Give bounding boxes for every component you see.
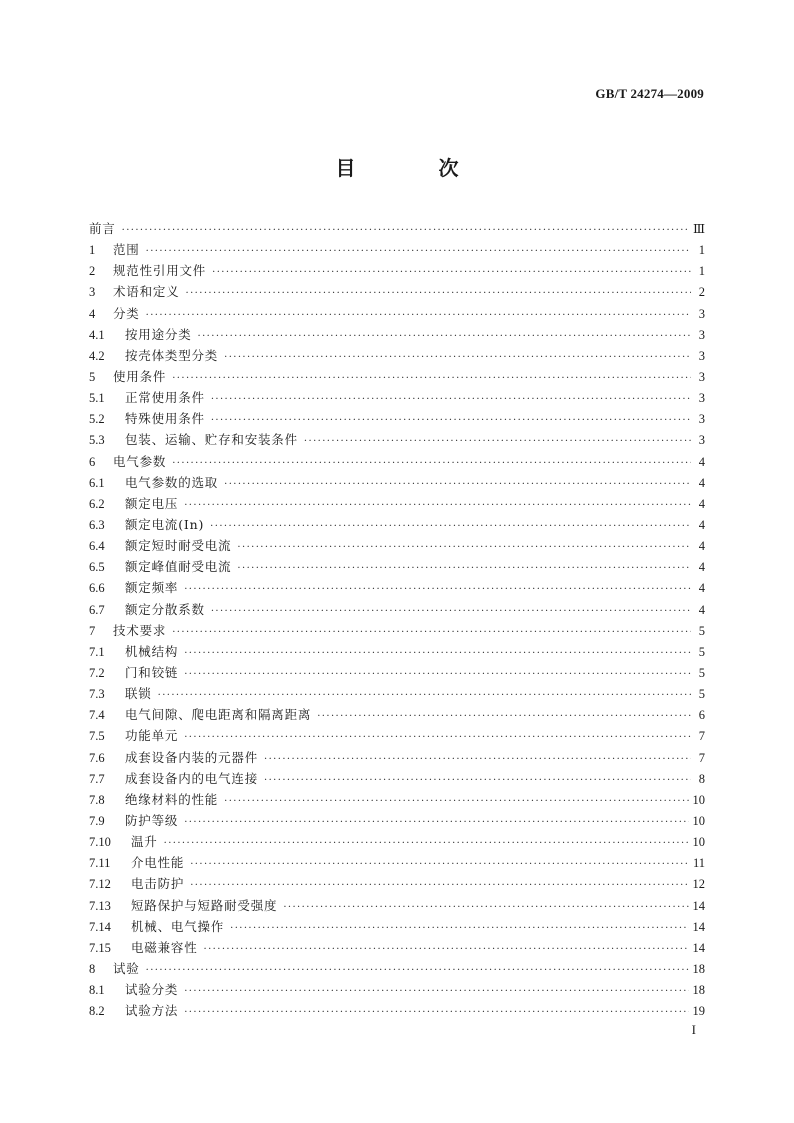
toc-entry-number: 7.1 xyxy=(89,644,105,659)
toc-entry[interactable] xyxy=(89,1000,705,1021)
toc-entry[interactable] xyxy=(89,641,705,662)
toc-entry-label: 成套设备内的电气连接 xyxy=(125,770,259,786)
toc-entry-page: 10 xyxy=(692,813,705,828)
toc-leader-dots xyxy=(184,664,691,685)
toc-entry-label: 按用途分类 xyxy=(125,326,192,342)
toc-entry-label: 电磁兼容性 xyxy=(131,939,198,955)
toc-entry-number: 4.1 xyxy=(89,327,105,342)
toc-leader-dots xyxy=(224,347,691,368)
toc-leader-dots xyxy=(172,368,691,389)
toc-entry-page: 7 xyxy=(698,729,705,744)
toc-entry[interactable] xyxy=(89,620,705,641)
toc-entry-label: 技术要求 xyxy=(113,622,167,638)
page-title: 目 次 xyxy=(335,156,497,180)
toc-leader-dots xyxy=(186,283,691,304)
toc-leader-dots xyxy=(211,389,691,410)
toc-leader-dots xyxy=(237,558,691,579)
toc-entry-page: 4 xyxy=(698,517,705,532)
toc-entry-number: 6.6 xyxy=(89,581,105,596)
toc-entry[interactable] xyxy=(89,683,705,704)
toc-entry-number: 7.8 xyxy=(89,792,105,807)
toc-leader-dots xyxy=(146,241,691,262)
toc-entry-label: 试验分类 xyxy=(125,982,179,998)
toc-entry-number: 7.12 xyxy=(89,877,111,892)
toc-leader-dots xyxy=(122,220,689,241)
toc-entry[interactable] xyxy=(89,303,705,324)
toc-leader-dots xyxy=(158,685,691,706)
toc-entry-page: 4 xyxy=(698,454,705,469)
toc-entry-number: 6.4 xyxy=(89,539,105,554)
toc-entry-page: 3 xyxy=(698,433,705,448)
toc-entry-label: 机械结构 xyxy=(125,643,179,659)
toc-leader-dots xyxy=(224,791,688,812)
toc-entry-label: 门和铰链 xyxy=(125,664,179,680)
toc-entry[interactable] xyxy=(89,366,705,387)
toc-entry-number: 6.3 xyxy=(89,517,105,532)
toc-entry-label: 试验方法 xyxy=(125,1003,179,1019)
table-of-contents xyxy=(89,218,705,1021)
toc-entry-label: 正常使用条件 xyxy=(125,390,205,406)
toc-entry-label: 额定峰值耐受电流 xyxy=(125,559,232,575)
toc-leader-dots xyxy=(184,727,691,748)
toc-entry-number: 5.2 xyxy=(89,412,105,427)
toc-leader-dots xyxy=(184,643,691,664)
toc-entry-number: 6.5 xyxy=(89,560,105,575)
toc-entry[interactable] xyxy=(89,429,705,450)
toc-entry-number: 4 xyxy=(89,306,96,321)
toc-entry-page: 4 xyxy=(698,496,705,511)
toc-entry-number: 7.7 xyxy=(89,771,105,786)
page-number: I xyxy=(691,1022,696,1037)
toc-entry[interactable] xyxy=(89,747,705,768)
toc-entry[interactable] xyxy=(89,577,705,598)
toc-entry-number: 7.6 xyxy=(89,750,105,765)
toc-leader-dots xyxy=(211,410,691,431)
toc-entry-number: 7.3 xyxy=(89,687,105,702)
toc-entry-label: 按壳体类型分类 xyxy=(125,347,219,363)
toc-entry-label: 额定分散系数 xyxy=(125,601,205,617)
toc-entry-label: 介电性能 xyxy=(131,855,185,871)
toc-leader-dots xyxy=(204,939,689,960)
toc-entry[interactable] xyxy=(89,725,705,746)
toc-entry-label: 前言 xyxy=(89,221,116,236)
toc-entry[interactable] xyxy=(89,451,705,472)
toc-entry-number: 5 xyxy=(89,369,96,384)
toc-entry-number: 7.11 xyxy=(89,856,111,871)
toc-entry-number: 7.14 xyxy=(89,919,111,934)
toc-entry-number: 8.2 xyxy=(89,1004,105,1019)
toc-entry-page: 5 xyxy=(698,687,705,702)
toc-leader-dots xyxy=(172,622,691,643)
toc-entry-page: 18 xyxy=(692,983,705,998)
toc-entry[interactable] xyxy=(89,873,705,894)
toc-entry-label: 特殊使用条件 xyxy=(125,411,205,427)
toc-entry[interactable] xyxy=(89,260,705,281)
toc-entry[interactable] xyxy=(89,958,705,979)
toc-entry-number: 2 xyxy=(89,264,96,279)
toc-entry-label: 绝缘材料的性能 xyxy=(125,791,219,807)
toc-entry-label: 额定短时耐受电流 xyxy=(125,538,232,554)
toc-leader-dots xyxy=(211,601,691,622)
toc-entry-page: 5 xyxy=(698,644,705,659)
toc-entry[interactable] xyxy=(89,704,705,725)
toc-entry-number: 6 xyxy=(89,454,96,469)
toc-entry[interactable] xyxy=(89,556,705,577)
toc-entry-page: 19 xyxy=(692,1004,705,1019)
toc-entry-page: 4 xyxy=(698,475,705,490)
toc-entry-page: 12 xyxy=(692,877,705,892)
toc-leader-dots xyxy=(164,833,689,854)
toc-leader-dots xyxy=(230,918,688,939)
toc-entry-number: 5.3 xyxy=(89,433,105,448)
toc-entry-page: 5 xyxy=(698,623,705,638)
toc-entry-number: 7 xyxy=(89,623,96,638)
toc-entry-number: 6.7 xyxy=(89,602,105,617)
toc-entry-number: 7.9 xyxy=(89,813,105,828)
toc-entry[interactable] xyxy=(89,239,705,260)
toc-entry-label: 额定电流(In) xyxy=(125,516,205,532)
toc-entry-number: 1 xyxy=(89,243,96,258)
toc-entry[interactable] xyxy=(89,387,705,408)
toc-leader-dots xyxy=(198,326,691,347)
toc-leader-dots xyxy=(184,981,688,1002)
toc-entry-page: 4 xyxy=(698,560,705,575)
toc-entry-label: 使用条件 xyxy=(113,368,167,384)
toc-entry[interactable] xyxy=(89,345,705,366)
toc-entry-page: 5 xyxy=(698,665,705,680)
toc-entry-label: 电气间隙、爬电距离和隔离距离 xyxy=(125,707,312,723)
toc-entry-page: 8 xyxy=(698,771,705,786)
toc-entry-number: 3 xyxy=(89,285,96,300)
toc-entry-label: 试验 xyxy=(113,960,140,976)
toc-entry-number: 8.1 xyxy=(89,983,105,998)
toc-entry[interactable] xyxy=(89,281,705,302)
toc-entry-number: 7.5 xyxy=(89,729,105,744)
toc-entry-page: 1 xyxy=(698,264,705,279)
toc-entry-label: 机械、电气操作 xyxy=(131,918,225,934)
toc-leader-dots xyxy=(283,897,688,918)
standard-code: GB/T 24274—2009 xyxy=(595,86,704,101)
toc-entry[interactable] xyxy=(89,599,705,620)
toc-leader-dots xyxy=(224,474,691,495)
toc-entry-label: 短路保护与短路耐受强度 xyxy=(131,897,278,913)
toc-entry[interactable] xyxy=(89,493,705,514)
toc-entry-page: 3 xyxy=(698,348,705,363)
toc-entry-label: 术语和定义 xyxy=(113,284,180,300)
toc-entry-page: 1 xyxy=(698,243,705,258)
toc-entry-page: 3 xyxy=(698,412,705,427)
toc-entry-number: 6.1 xyxy=(89,475,105,490)
toc-entry-page: 3 xyxy=(698,327,705,342)
toc-entry-page: Ⅲ xyxy=(692,222,705,236)
toc-entry-number: 8 xyxy=(89,961,96,976)
toc-entry[interactable] xyxy=(89,768,705,789)
toc-entry[interactable] xyxy=(89,979,705,1000)
toc-entry-label: 电气参数的选取 xyxy=(125,474,219,490)
toc-entry-number: 7.15 xyxy=(89,940,111,955)
toc-leader-dots xyxy=(190,854,689,875)
toc-entry-label: 防护等级 xyxy=(125,812,179,828)
toc-entry[interactable] xyxy=(89,408,705,429)
toc-entry-page: 3 xyxy=(698,306,705,321)
toc-entry-page: 18 xyxy=(692,961,705,976)
toc-entry-page: 14 xyxy=(692,940,705,955)
toc-entry[interactable] xyxy=(89,789,705,810)
toc-entry[interactable] xyxy=(89,324,705,345)
toc-entry-label: 温升 xyxy=(131,834,158,850)
toc-leader-dots xyxy=(264,749,691,770)
toc-entry-page: 6 xyxy=(698,708,705,723)
toc-entry-label: 额定频率 xyxy=(125,580,179,596)
toc-entry[interactable] xyxy=(89,662,705,683)
toc-leader-dots xyxy=(264,770,691,791)
toc-entry-number: 7.4 xyxy=(89,708,105,723)
toc-entry-page: 10 xyxy=(692,835,705,850)
toc-entry-number: 4.2 xyxy=(89,348,105,363)
toc-entry[interactable] xyxy=(89,895,705,916)
toc-entry-page: 4 xyxy=(698,581,705,596)
toc-entry[interactable] xyxy=(89,472,705,493)
toc-leader-dots xyxy=(184,812,688,833)
toc-leader-dots xyxy=(172,453,691,474)
toc-leader-dots xyxy=(317,706,691,727)
toc-entry-number: 6.2 xyxy=(89,496,105,511)
toc-leader-dots xyxy=(210,516,691,537)
toc-leader-dots xyxy=(190,875,688,896)
toc-entry-page: 3 xyxy=(698,391,705,406)
toc-entry-page: 7 xyxy=(698,750,705,765)
toc-entry[interactable] xyxy=(89,514,705,535)
toc-entry-label: 范围 xyxy=(113,242,140,258)
toc-entry-label: 联锁 xyxy=(125,686,152,702)
toc-entry[interactable] xyxy=(89,535,705,556)
toc-entry-number: 7.10 xyxy=(89,835,111,850)
toc-entry-label: 成套设备内装的元器件 xyxy=(125,749,259,765)
toc-entry[interactable] xyxy=(89,218,705,239)
toc-leader-dots xyxy=(237,537,691,558)
toc-entry-number: 7.13 xyxy=(89,898,111,913)
toc-entry-page: 2 xyxy=(698,285,705,300)
toc-leader-dots xyxy=(304,431,691,452)
toc-entry-page: 14 xyxy=(692,898,705,913)
toc-entry-page: 14 xyxy=(692,919,705,934)
toc-entry-number: 7.2 xyxy=(89,665,105,680)
toc-entry-label: 功能单元 xyxy=(125,728,179,744)
toc-entry-page: 10 xyxy=(692,792,705,807)
toc-entry-label: 电击防护 xyxy=(131,876,185,892)
toc-leader-dots xyxy=(146,960,689,981)
toc-leader-dots xyxy=(184,579,691,600)
toc-leader-dots xyxy=(184,1002,688,1023)
toc-entry-page: 4 xyxy=(698,602,705,617)
toc-entry-label: 分类 xyxy=(113,305,140,321)
toc-leader-dots xyxy=(146,305,691,326)
toc-entry-label: 规范性引用文件 xyxy=(113,263,207,279)
toc-entry-label: 额定电压 xyxy=(125,495,179,511)
toc-entry-page: 11 xyxy=(692,856,705,871)
toc-entry[interactable] xyxy=(89,852,705,873)
toc-entry-label: 电气参数 xyxy=(113,453,167,469)
toc-leader-dots xyxy=(184,495,691,516)
toc-entry[interactable] xyxy=(89,937,705,958)
toc-entry-page: 4 xyxy=(698,539,705,554)
toc-leader-dots xyxy=(212,262,691,283)
toc-entry[interactable] xyxy=(89,810,705,831)
toc-entry-label: 包装、运输、贮存和安装条件 xyxy=(125,432,298,448)
toc-entry-page: 3 xyxy=(698,369,705,384)
toc-entry[interactable] xyxy=(89,831,705,852)
toc-entry-number: 5.1 xyxy=(89,391,105,406)
toc-entry[interactable] xyxy=(89,916,705,937)
